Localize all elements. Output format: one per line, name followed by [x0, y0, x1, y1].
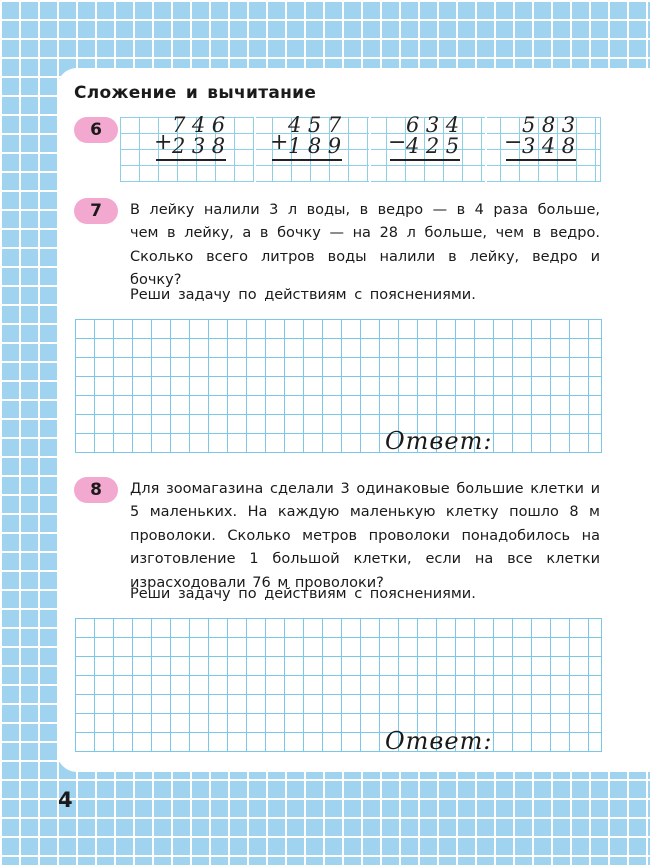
bottom-number: 189 [288, 134, 348, 158]
task-6-badge: 6 [74, 117, 118, 143]
top-number: 746 [172, 113, 232, 137]
task-8-text: Для зоомагазина сделали 3 одинаковые большие клетки и 5 маленьких. На каждую маленькую клетку пошло 8 м проволоки. Сколько метров проволоки понадобилось на изготовление 1 большой клетки, если на все клетки израсходовали 76 м проволоки? [130, 481, 600, 591]
task-8-badge: 8 [74, 477, 118, 503]
task-8-answer-label: Ответ: [385, 727, 493, 755]
operator: − [504, 130, 523, 155]
sum-line [156, 159, 226, 161]
task-8-instruction: Реши задачу по действиям с пояснениями. [130, 586, 476, 602]
task-7-instruction: Реши задачу по действиям с пояснениями. [130, 287, 476, 303]
bottom-number: 425 [406, 134, 466, 158]
task-8-work-grid[interactable] [75, 618, 602, 752]
grid-separator [254, 117, 256, 182]
sum-line [506, 159, 576, 161]
operator: + [270, 130, 289, 155]
sum-line [390, 159, 460, 161]
task-7-text: В лейку налили 3 л воды, в ведро — в 4 раза больше, чем в лейку, а в бочку — на 28 л больше, чем в ведро. Сколько всего литров воды налили в лейку, ведро и бочку? [130, 202, 600, 289]
operator: + [154, 130, 173, 155]
bottom-number: 238 [172, 134, 232, 158]
operator: − [388, 130, 407, 155]
top-number: 634 [406, 113, 466, 137]
bottom-number: 348 [522, 134, 582, 158]
task-7-badge: 7 [74, 198, 118, 224]
task-7-work-grid[interactable] [75, 319, 602, 453]
grid-separator [369, 117, 371, 182]
page-number: 4 [58, 788, 73, 812]
grid-separator [485, 117, 487, 182]
top-number: 457 [288, 113, 348, 137]
top-number: 583 [522, 113, 582, 137]
page-title: Сложение и вычитание [74, 83, 317, 103]
task-7-answer-label: Ответ: [385, 427, 493, 455]
sum-line [272, 159, 342, 161]
